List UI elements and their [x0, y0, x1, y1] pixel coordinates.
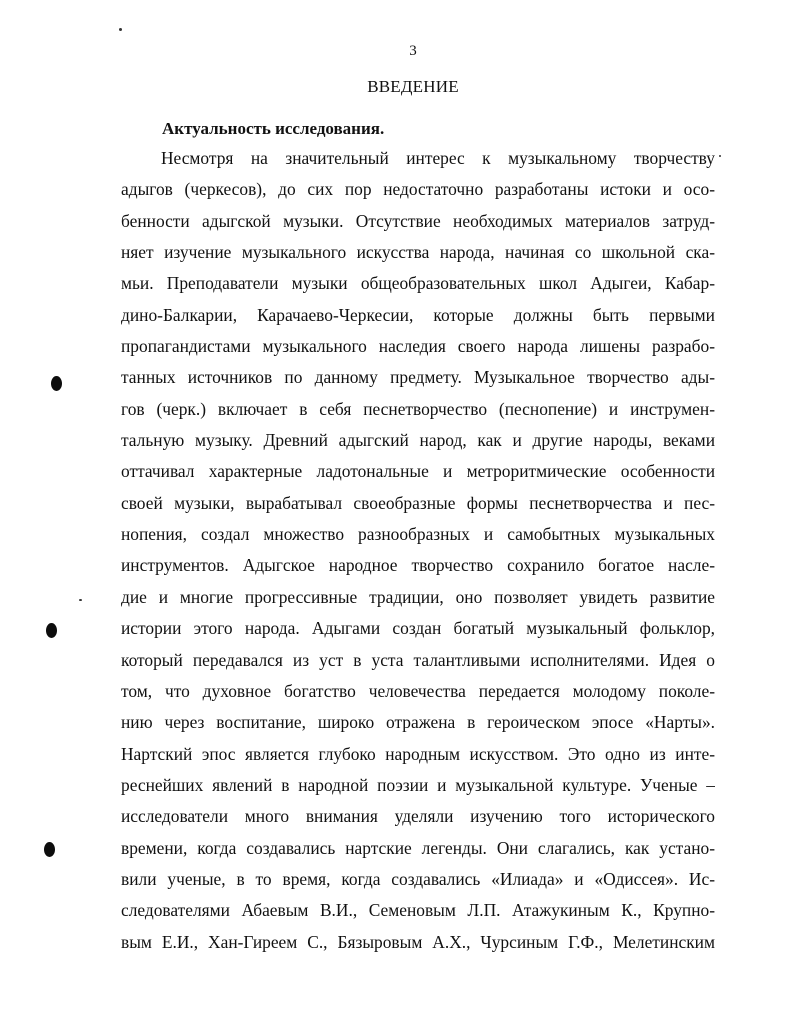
chapter-title: ВВЕДЕНИЕ	[367, 77, 459, 96]
text-line: исследователи много внимания уделяли изучению того исторического	[121, 806, 715, 827]
section-heading: Актуальность исследования.	[162, 119, 385, 138]
text-line: который передавался из уст в уста талантливыми исполнителями. Идея о	[121, 649, 715, 670]
text-line: Несмотря на значительный интерес к музыкальному творчеству	[161, 148, 715, 168]
text-line: своей музыки, вырабатывал своеобразные формы песнетворчества и пес-	[121, 492, 715, 513]
text-line: времени, когда создавались нартские легенды. Они слагались, как устано-	[121, 837, 715, 858]
text-line: нию через воспитание, широко отражена в героическом эпосе «Нарты».	[121, 712, 715, 733]
text-line: вили ученые, в то время, когда создавались «Илиада» и «Одиссея». Ис-	[121, 868, 715, 889]
text-line: мьи. Преподаватели музыки общеобразовательных школ Адыгеи, Кабар-	[121, 273, 715, 294]
text-line: дино-Балкарии, Карачаево-Черкесии, которые должны быть первыми	[121, 304, 715, 325]
text-line: оттачивал характерные ладотональные и метроритмические особенности	[121, 461, 715, 482]
punch-hole	[44, 842, 55, 857]
page-number: 3	[409, 43, 417, 59]
text-line: бенности адыгской музыки. Отсутствие необходимых материалов затруд-	[121, 210, 715, 231]
text-line: дие и многие прогрессивные традиции, оно позволяет увидеть развитие	[121, 586, 715, 607]
text-line: инструментов. Адыгское народное творчество сохранило богатое насле-	[121, 555, 715, 576]
scan-speck	[119, 28, 122, 31]
text-line: пропагандистами музыкального наследия своего народа лишены разрабо-	[121, 336, 715, 357]
body-text	[121, 143, 715, 958]
text-line: том, что духовное богатство человечества передается молодому поколе-	[121, 680, 715, 701]
punch-hole	[46, 623, 57, 638]
text-line: танных источников по данному предмету. Музыкальное творчество ады-	[121, 367, 715, 388]
scan-speck	[719, 155, 721, 157]
text-line: следователями Абаевым В.И., Семеновым Л.П. Атажукиным К., Крупно-	[121, 900, 715, 921]
punch-hole	[51, 376, 62, 391]
text-line: Нартский эпос является глубоко народным искусством. Это одно из инте-	[121, 743, 715, 764]
text-line: тальную музыку. Древний адыгский народ, как и другие народы, веками	[121, 430, 715, 451]
text-line: вым Е.И., Хан-Гиреем С., Бязыровым А.Х., Чурсиным Г.Ф., Мелетинским	[121, 931, 715, 952]
text-line: нопения, создал множество разнообразных и самобытных музыкальных	[121, 524, 715, 545]
text-line: реснейших явлений в народной поэзии и музыкальной культуре. Ученые –	[121, 774, 715, 795]
text-line: адыгов (черкесов), до сих пор недостаточно разработаны истоки и осо-	[121, 179, 715, 200]
text-line: гов (черк.) включает в себя песнетворчество (песнопение) и инструмен-	[121, 398, 715, 419]
text-line: няет изучение музыкального искусства народа, начиная со школьной ска-	[121, 242, 715, 263]
text-line: истории этого народа. Адыгами создан богатый музыкальный фольклор,	[121, 618, 715, 639]
scan-speck	[79, 599, 82, 601]
